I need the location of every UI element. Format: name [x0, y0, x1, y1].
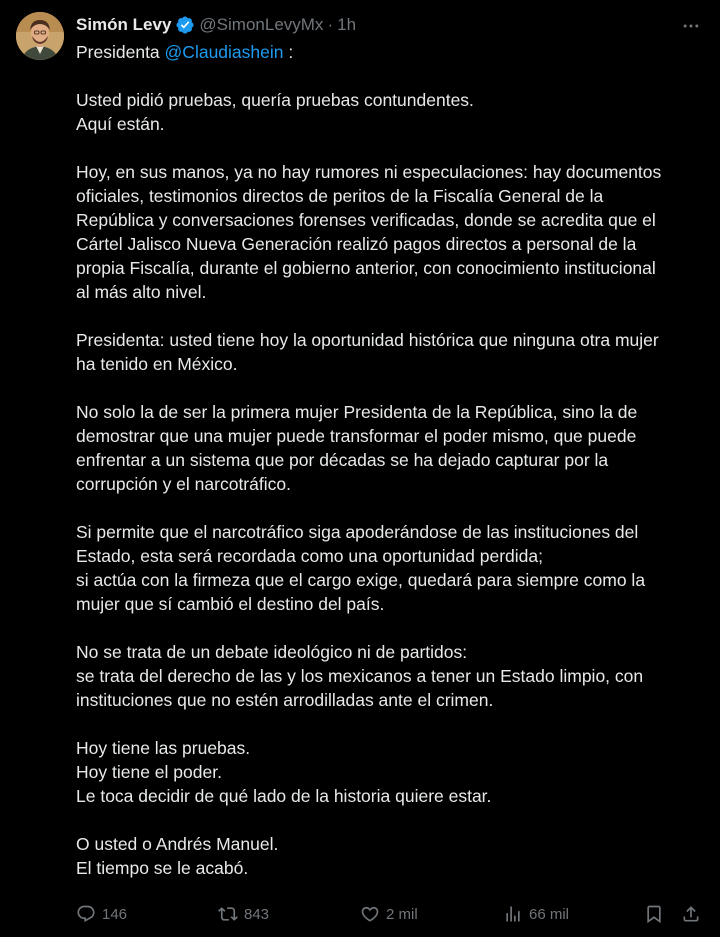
tweet-line: Hoy tiene las pruebas. [76, 738, 251, 758]
repost-count: 843 [244, 905, 270, 923]
tweet-line [76, 616, 712, 640]
tweet-line [76, 136, 712, 160]
reply-button[interactable] [76, 902, 127, 926]
tweet-line: Usted pidió pruebas, quería pruebas contundentes. [76, 90, 474, 110]
tweet-line: instituciones que no estén arrodilladas ante el crimen. [76, 690, 494, 710]
views-icon [503, 904, 523, 924]
greeting-suffix: : [283, 42, 294, 62]
repost-icon [218, 904, 238, 924]
tweet-line: corrupción y el narcotráfico. [76, 474, 291, 494]
tweet-line: Hoy, en sus manos, ya no hay rumores ni especulaciones: hay documentos [76, 162, 662, 182]
author-name[interactable]: Simón Levy [76, 15, 172, 34]
tweet-line [76, 64, 712, 88]
tweet-line: propia Fiscalía, durante el gobierno anterior, con conocimiento institucional [76, 258, 656, 278]
bookmark-icon [644, 904, 664, 924]
views-count: 66 mil [529, 905, 570, 923]
tweet-line: Estado, esta será recordada como una oportunidad perdida; [76, 546, 543, 566]
tweet-line: O usted o Andrés Manuel. [76, 834, 279, 854]
tweet-line: mujer que sí cambió el destino del país. [76, 594, 385, 614]
reply-count: 146 [102, 905, 128, 923]
like-count: 2 mil [386, 905, 418, 923]
mention-link[interactable]: @Claudiashein [164, 42, 284, 62]
tweet-line: El tiempo se le acabó. [76, 858, 249, 878]
views-button[interactable] [503, 902, 569, 926]
reply-icon [76, 904, 96, 924]
verified-badge-icon[interactable] [175, 15, 195, 35]
tweet-header [76, 13, 356, 37]
tweet-line [76, 808, 712, 832]
tweet-line: enfrentar a un sistema que por décadas se ha dejado capturar por la [76, 450, 609, 470]
tweet-line [76, 496, 712, 520]
tweet-line: oficiales, testimonios directos de peritos de la Fiscalía General de la [76, 186, 604, 206]
tweet-text [76, 40, 712, 880]
tweet-line: Si permite que el narcotráfico siga apoderándose de las instituciones del [76, 522, 639, 542]
tweet-greeting [76, 40, 712, 64]
repost-button[interactable] [218, 902, 269, 926]
more-horizontal-icon[interactable] [678, 14, 704, 38]
tweet-line: Hoy tiene el poder. [76, 762, 222, 782]
greeting-prefix: Presidenta [76, 42, 160, 62]
tweet-line: No se trata de un debate ideológico ni de partidos: [76, 642, 468, 662]
tweet-line [76, 304, 712, 328]
tweet-line: Cártel Jalisco Nueva Generación realizó pagos directos a personal de la [76, 234, 637, 254]
meta-separator: · [327, 15, 334, 34]
author-handle[interactable]: @SimonLevyMx [199, 15, 324, 34]
like-icon [360, 904, 380, 924]
tweet-line: República y conversaciones forenses verificadas, donde se acredita que el [76, 210, 656, 230]
tweet-line [76, 376, 712, 400]
tweet-line: al más alto nivel. [76, 282, 207, 302]
tweet-actions [76, 902, 712, 926]
tweet-line: ha tenido en México. [76, 354, 238, 374]
like-button[interactable] [360, 902, 418, 926]
bookmark-button[interactable] [644, 902, 664, 926]
tweet-line: demostrar que una mujer puede transformar el poder mismo, que puede [76, 426, 637, 446]
avatar[interactable] [16, 12, 64, 60]
post-time[interactable]: 1h [337, 15, 357, 34]
avatar-illustration [16, 12, 64, 60]
tweet-line: se trata del derecho de las y los mexicanos a tener un Estado limpio, con [76, 666, 644, 686]
tweet-line: Presidenta: usted tiene hoy la oportunidad histórica que ninguna otra mujer [76, 330, 659, 350]
share-button[interactable] [681, 902, 701, 926]
tweet-line: Le toca decidir de qué lado de la historia quiere estar. [76, 786, 492, 806]
tweet-line [76, 712, 712, 736]
tweet-line: No solo la de ser la primera mujer Presidenta de la República, sino la de [76, 402, 638, 422]
tweet-line: Aquí están. [76, 114, 165, 134]
share-icon [681, 904, 701, 924]
tweet-line: si actúa con la firmeza que el cargo exige, quedará para siempre como la [76, 570, 646, 590]
